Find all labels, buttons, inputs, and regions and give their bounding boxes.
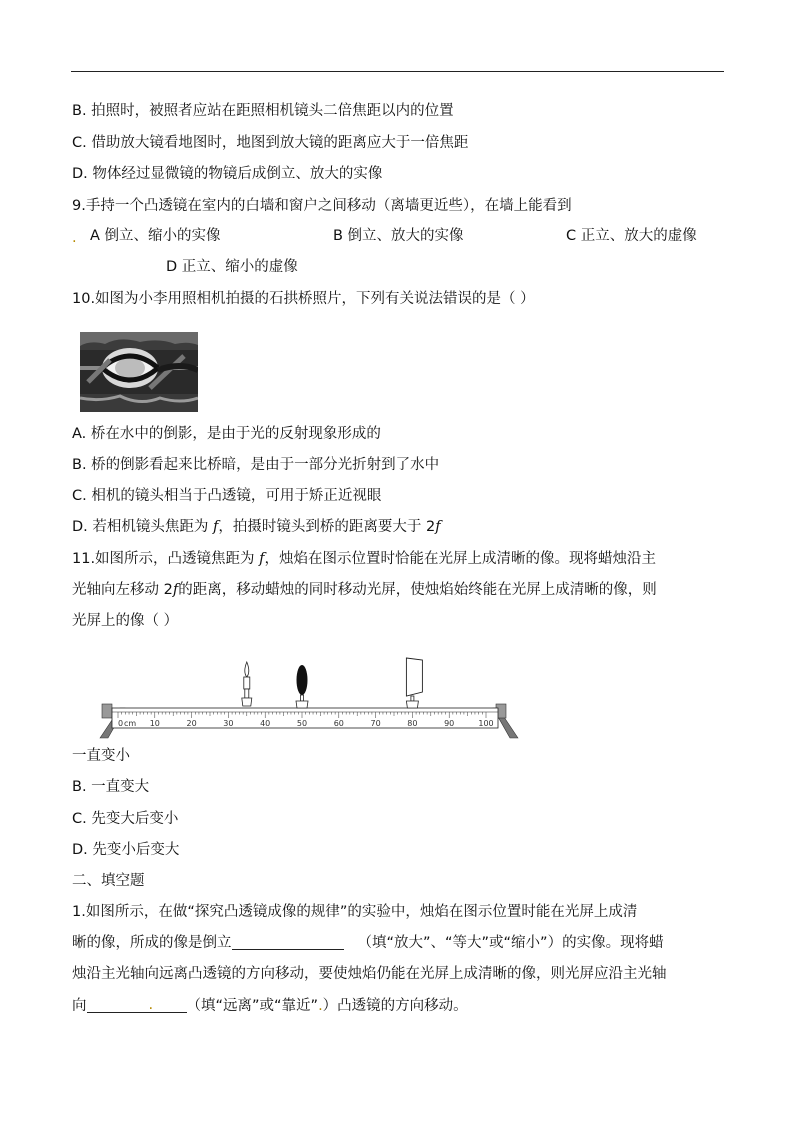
ruler-label: 20	[186, 719, 197, 728]
fill-q1-line2: 晰的像，所成的像是倒立 （填“放大”、“等大”或“缩小”）的实像。现将蜡	[72, 935, 664, 951]
q9-option-a: A 倒立、缩小的实像	[90, 228, 221, 244]
option-b-prev: B. 拍照时，被照者应站在距照相机镜头二倍焦距以内的位置	[72, 103, 454, 119]
answer-blank-1[interactable]	[232, 934, 344, 950]
convex-lens	[296, 665, 308, 708]
ruler-unit: cm	[124, 719, 137, 728]
ruler-label: 100	[478, 719, 494, 728]
option-d-prev: D. 物体经过显微镜的物镜后成倒立、放大的实像	[72, 166, 383, 182]
ruler-label: 70	[370, 719, 381, 728]
fill-q1-line4: 向 . （填“远离”或“靠近”.）凸透镜的方向移动。	[72, 997, 468, 1014]
q11-stem-line2: 光轴向左移动 2f的距离，移动蜡烛的同时移动光屏，使烛焰始终能在光屏上成清晰的像，则	[72, 582, 657, 598]
q9-option-c: C 正立、放大的虚像	[566, 228, 697, 244]
optical-bench-diagram	[98, 650, 523, 742]
stone-bridge-photo	[80, 332, 198, 412]
ruler-label: 0	[118, 719, 124, 728]
ruler-label: 10	[149, 719, 160, 728]
q9-stem: 9.手持一个凸透镜在室内的白墙和窗户之间移动（离墙更近些），在墙上能看到	[72, 198, 572, 214]
fill-q1-line1: 1.如图所示，在做“探究凸透镜成像的规律”的实验中，烛焰在图示位置时能在光屏上成清	[72, 904, 638, 920]
ruler-label: 30	[223, 719, 234, 728]
q11-option-c: C. 先变大后变小	[72, 811, 179, 827]
q10-option-b: B. 桥的倒影看起来比桥暗，是由于一部分光折射到了水中	[72, 457, 440, 473]
q10-option-a: A. 桥在水中的倒影，是由于光的反射现象形成的	[72, 426, 381, 442]
answer-blank-2[interactable]	[87, 997, 187, 1013]
section2-heading: 二、填空题	[72, 873, 145, 889]
q11-option-d: D. 先变小后变大	[72, 842, 180, 858]
q9-option-b: B 倒立、放大的实像	[333, 228, 464, 244]
q9-mark: .	[72, 230, 77, 246]
q10-option-d: D. 若相机镜头焦距为 f，拍摄时镜头到桥的距离要大于 2f	[72, 519, 441, 535]
q11-stem-line1: 11.如图所示，凸透镜焦距为 f，烛焰在图示位置时恰能在光屏上成清晰的像。现将蜡烛沿主	[72, 551, 657, 567]
q10-stem: 10.如图为小李用照相机拍摄的石拱桥照片，下列有关说法错误的是（ ）	[72, 291, 535, 307]
ruler-label: 60	[333, 719, 344, 728]
paren-mark: .	[318, 998, 323, 1014]
header-rule	[71, 71, 724, 72]
option-c-prev: C. 借助放大镜看地图时，地图到放大镜的距离应大于一倍焦距	[72, 135, 469, 151]
fill-q1-line3: 烛沿主光轴向远离凸透镜的方向移动，要使烛焰仍能在光屏上成清晰的像，则光屏应沿主光轴	[72, 966, 667, 982]
q11-option-b: B. 一直变大	[72, 779, 150, 795]
q10-option-c: C. 相机的镜头相当于凸透镜，可用于矫正近视眼	[72, 488, 382, 504]
q11-stem-line3: 光屏上的像（ ）	[72, 613, 179, 629]
ruler-label: 80	[407, 719, 418, 728]
ruler-label: 40	[260, 719, 271, 728]
blank-mark: .	[148, 997, 154, 1013]
q9-option-d: D 正立、缩小的虚像	[166, 259, 298, 275]
ruler-label: 50	[296, 719, 308, 728]
q11-option-a: 一直变小	[72, 748, 130, 764]
light-screen	[406, 658, 422, 708]
ruler-label: 90	[444, 719, 455, 728]
candle	[242, 662, 252, 706]
